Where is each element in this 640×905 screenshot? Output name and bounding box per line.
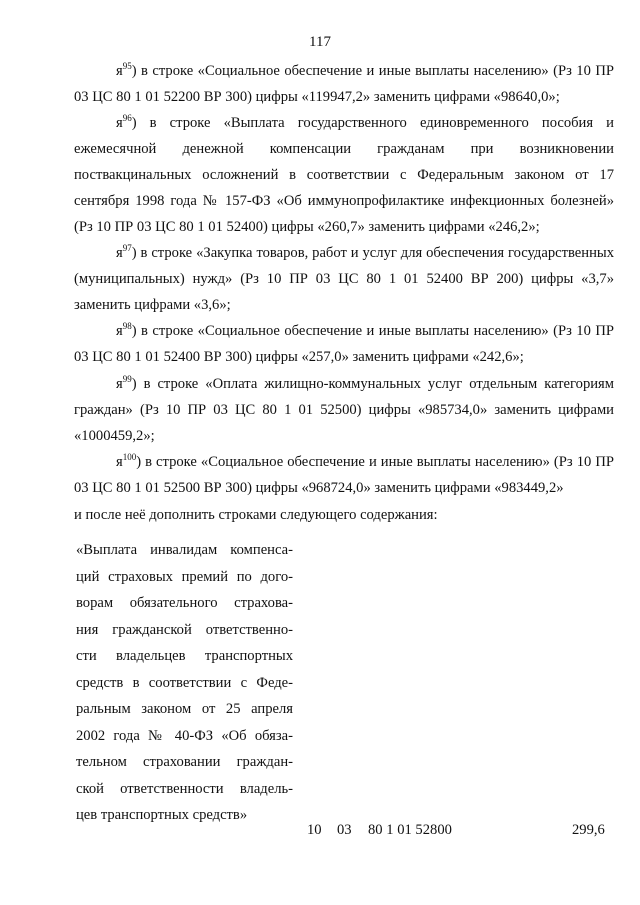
- item-letter: я: [116, 63, 123, 79]
- amendment-paragraph-98: [74, 318, 614, 370]
- amendment-paragraph-96: [74, 110, 614, 240]
- description-line: 2002 года № 40-ФЗ «Об обяза-: [76, 727, 293, 744]
- description-line: цев транспортных средств»: [76, 807, 248, 823]
- amendment-text: ) в строке «Оплата жилищно-коммунальных услуг отдельным категориям граждан» (Рз 10 ПР 03 ЦС 80 1 01 52500) цифры «985734,0» заменить цифрами «1000459,2»;: [74, 376, 614, 444]
- description-line: средств в соответствии с Феде-: [76, 674, 293, 691]
- amendment-paragraph-97: [74, 240, 614, 318]
- description-line: ральным законом от 25 апреля: [76, 701, 293, 717]
- description-line: «Выплата инвалидам компенса-: [76, 542, 293, 558]
- amendment-paragraph-99: [74, 371, 614, 449]
- description-line: тельном страховании граждан-: [76, 754, 293, 770]
- item-letter: я: [116, 323, 123, 339]
- item-number: 95: [122, 61, 132, 72]
- item-letter: я: [116, 376, 123, 392]
- closing-line: и после неё дополнить строками следующего содержания:: [74, 507, 438, 523]
- item-letter: я: [116, 115, 123, 131]
- pr-code: 03: [337, 822, 352, 838]
- amount-value: 299,6: [572, 822, 605, 838]
- item-number: 96: [122, 113, 132, 124]
- description-line: ворам обязательного страхова-: [76, 595, 293, 611]
- amendment-paragraph-95: [74, 58, 614, 110]
- amendment-paragraph-100: [74, 449, 614, 501]
- description-line: ния гражданской ответственно-: [76, 621, 293, 638]
- amendment-text: ) в строке «Выплата государственного единовременного пособия и ежемесячной денежной компенсации гражданам при возникновении поствакцинальных осложнений в соответствии с Федеральным законом от 17 сентября 1998 года № 157-ФЗ «Об иммунопрофилактике инфекционных болезней» (Рз 10 ПР 03 ЦС 80 1 01 52400) цифры «260,7» заменить цифрами «246,2»;: [74, 115, 614, 235]
- amendment-text: ) в строке «Социальное обеспечение и иные выплаты населению» (Рз 10 ПР 03 ЦС 80 1 01 52400 ВР 300) цифры «257,0» заменить цифрами «242,6»;: [74, 323, 614, 365]
- description-line: ской ответственности владель-: [76, 780, 293, 797]
- cs-code: 80 1 01 52800: [368, 822, 452, 838]
- description-line: сти владельцев транспортных: [76, 648, 293, 664]
- amendment-text: ) в строке «Закупка товаров, работ и услуг для обеспечения государственных (муниципальных) нужд» (Рз 10 ПР 03 ЦС 80 1 01 52400 ВР 200) цифры «3,7» заменить цифрами «3,6»;: [74, 245, 614, 313]
- row-description: [76, 537, 293, 829]
- amendment-text: ) в строке «Социальное обеспечение и иные выплаты населению» (Рз 10 ПР 03 ЦС 80 1 01 52200 ВР 300) цифры «119947,2» заменить цифрами «98640,0»;: [74, 63, 614, 105]
- item-number: 99: [122, 374, 132, 385]
- item-number: 97: [122, 243, 132, 254]
- rz-code: 10: [307, 822, 322, 838]
- amendment-text: ) в строке «Социальное обеспечение и иные выплаты населению» (Рз 10 ПР 03 ЦС 80 1 01 52500 ВР 300) цифры «968724,0» заменить цифрами «983449,2»: [74, 454, 614, 496]
- description-line: ций страховых премий по дого-: [76, 568, 293, 585]
- item-number: 100: [122, 452, 137, 463]
- item-letter: я: [116, 454, 123, 470]
- item-number: 98: [122, 321, 132, 332]
- page-number: 117: [309, 34, 331, 50]
- item-letter: я: [116, 245, 123, 261]
